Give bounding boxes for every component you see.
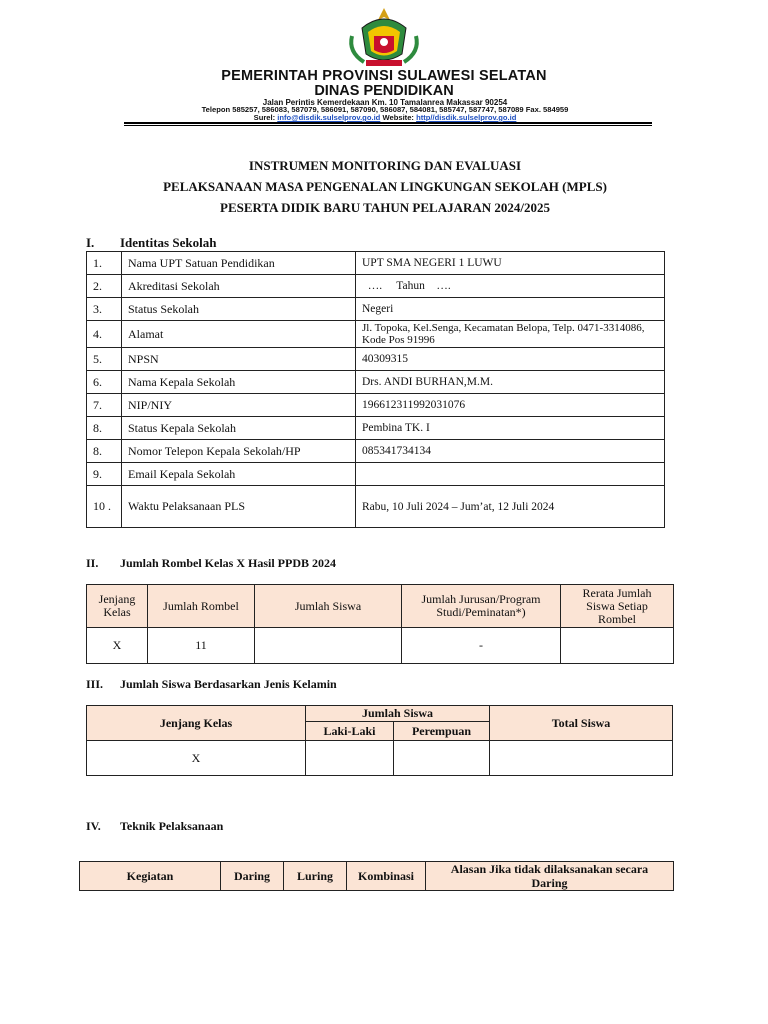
website-label: Website: <box>382 113 414 122</box>
section-title: Jumlah Siswa Berdasarkan Jenis Kelamin <box>120 677 337 691</box>
row-label: NIP/NIY <box>122 394 356 417</box>
letterhead-department: DINAS PENDIDIKAN <box>314 83 454 99</box>
section-number: III. <box>86 677 104 691</box>
rombel-table <box>86 584 674 664</box>
teknik-pelaksanaan-table <box>79 861 674 891</box>
table-row <box>87 348 665 371</box>
row-value[interactable]: 196612311992031076 <box>356 394 665 417</box>
row-label: Waktu Pelaksanaan PLS <box>122 486 356 528</box>
row-value[interactable] <box>356 463 665 486</box>
row-value[interactable]: Jl. Topoka, Kel.Senga, Kecamatan Belopa, Telp. 0471-3314086, Kode Pos 91996 <box>356 321 665 348</box>
letterhead-government: PEMERINTAH PROVINSI SULAWESI SELATAN <box>221 68 547 84</box>
row-number: 7. <box>87 394 122 417</box>
cell-total[interactable] <box>490 741 673 776</box>
header-jumlah-siswa: Jumlah Siswa <box>255 585 402 628</box>
table-row <box>87 628 674 664</box>
row-value[interactable]: Pembina TK. I <box>356 417 665 440</box>
row-number: 8. <box>87 440 122 463</box>
row-label: Nomor Telepon Kepala Sekolah/HP <box>122 440 356 463</box>
section-title: Teknik Pelaksanaan <box>120 819 224 833</box>
section-teknik-heading <box>86 819 223 834</box>
header-jumlah-jurusan: Jumlah Jurusan/Program Studi/Peminatan*) <box>402 585 561 628</box>
section-number: I. <box>86 235 95 250</box>
section-jenis-kelamin-heading <box>86 677 337 692</box>
table-row <box>87 371 665 394</box>
row-value[interactable]: Drs. ANDI BURHAN,M.M. <box>356 371 665 394</box>
row-value[interactable]: Negeri <box>356 298 665 321</box>
row-label: Alamat <box>122 321 356 348</box>
header-perempuan: Perempuan <box>394 722 490 741</box>
header-kegiatan: Kegiatan <box>80 862 221 891</box>
cell-jenjang: X <box>87 741 306 776</box>
row-label: Nama Kepala Sekolah <box>122 371 356 394</box>
header-alasan: Alasan Jika tidak dilaksanakan secara Daring <box>426 862 674 891</box>
email-label: Surel: <box>253 113 276 122</box>
row-value[interactable]: 40309315 <box>356 348 665 371</box>
header-luring: Luring <box>284 862 347 891</box>
row-number: 3. <box>87 298 122 321</box>
row-number: 5. <box>87 348 122 371</box>
row-value[interactable]: UPT SMA NEGERI 1 LUWU <box>356 252 665 275</box>
row-number: 10 . <box>87 486 122 528</box>
row-value[interactable]: Rabu, 10 Juli 2024 – Jum’at, 12 Juli 2024 <box>356 486 665 528</box>
document-title-line2: PELAKSANAAN MASA PENGENALAN LINGKUNGAN SEKOLAH (MPLS) <box>163 179 607 194</box>
section-identitas-heading <box>86 235 216 251</box>
row-number: 2. <box>87 275 122 298</box>
header-rerata: Rerata Jumlah Siswa Setiap Rombel <box>561 585 674 628</box>
row-number: 1. <box>87 252 122 275</box>
row-number: 9. <box>87 463 122 486</box>
identitas-sekolah-table <box>86 251 665 528</box>
row-number: 8. <box>87 417 122 440</box>
cell-perempuan[interactable] <box>394 741 490 776</box>
header-jumlah-siswa: Jumlah Siswa <box>306 706 490 722</box>
table-row <box>87 463 665 486</box>
provincial-crest-icon <box>344 6 424 68</box>
section-title: Identitas Sekolah <box>120 235 217 250</box>
header-kombinasi: Kombinasi <box>347 862 426 891</box>
header-jenjang-kelas: Jenjang Kelas <box>87 706 306 741</box>
header-total-siswa: Total Siswa <box>490 706 673 741</box>
cell-rerata[interactable] <box>561 628 674 664</box>
cell-jenjang: X <box>87 628 148 664</box>
cell-siswa[interactable] <box>255 628 402 664</box>
header-jenjang-kelas: Jenjang Kelas <box>87 585 148 628</box>
cell-jurusan: - <box>402 628 561 664</box>
row-label: Akreditasi Sekolah <box>122 275 356 298</box>
email-link[interactable]: info@disdik.sulselprov.go.id <box>277 113 381 122</box>
row-label: Status Kepala Sekolah <box>122 417 356 440</box>
table-row <box>87 252 665 275</box>
row-label: Status Sekolah <box>122 298 356 321</box>
website-link[interactable]: http//disdik.sulselprov.go.id <box>416 113 517 122</box>
section-number: IV. <box>86 819 101 833</box>
table-row <box>87 394 665 417</box>
row-label: NPSN <box>122 348 356 371</box>
jenis-kelamin-table <box>86 705 673 776</box>
row-number: 6. <box>87 371 122 394</box>
letterhead-address: Jalan Perintis Kemerdekaan Km. 10 Tamalanrea Makassar 90254 <box>262 98 508 107</box>
letterhead-contact <box>118 113 652 122</box>
table-row <box>87 486 665 528</box>
document-title-line3: PESERTA DIDIK BARU TAHUN PELAJARAN 2024/2025 <box>220 200 550 215</box>
row-number: 4. <box>87 321 122 348</box>
table-row <box>87 298 665 321</box>
header-laki-laki: Laki-Laki <box>306 722 394 741</box>
cell-rombel: 11 <box>148 628 255 664</box>
table-row <box>87 321 665 348</box>
cell-laki-laki[interactable] <box>306 741 394 776</box>
row-label: Nama UPT Satuan Pendidikan <box>122 252 356 275</box>
row-value[interactable]: 085341734134 <box>356 440 665 463</box>
section-number: II. <box>86 556 99 570</box>
row-label: Email Kepala Sekolah <box>122 463 356 486</box>
table-row <box>87 417 665 440</box>
section-title: Jumlah Rombel Kelas X Hasil PPDB 2024 <box>120 556 337 570</box>
table-row <box>87 275 665 298</box>
letterhead-rule-thin <box>124 125 652 126</box>
row-value[interactable]: …. Tahun …. <box>356 275 665 298</box>
letterhead-phone: Telepon 585257, 586083, 587079, 586091, 587090, 586087, 584081, 585747, 587747, 587089 Fax. 584959 <box>201 105 569 114</box>
table-row <box>87 741 673 776</box>
header-daring: Daring <box>221 862 284 891</box>
section-rombel-heading <box>86 556 336 571</box>
document-title-line1: INSTRUMEN MONITORING DAN EVALUASI <box>248 158 522 173</box>
header-jumlah-rombel: Jumlah Rombel <box>148 585 255 628</box>
table-row <box>87 440 665 463</box>
letterhead-rule <box>124 122 652 124</box>
